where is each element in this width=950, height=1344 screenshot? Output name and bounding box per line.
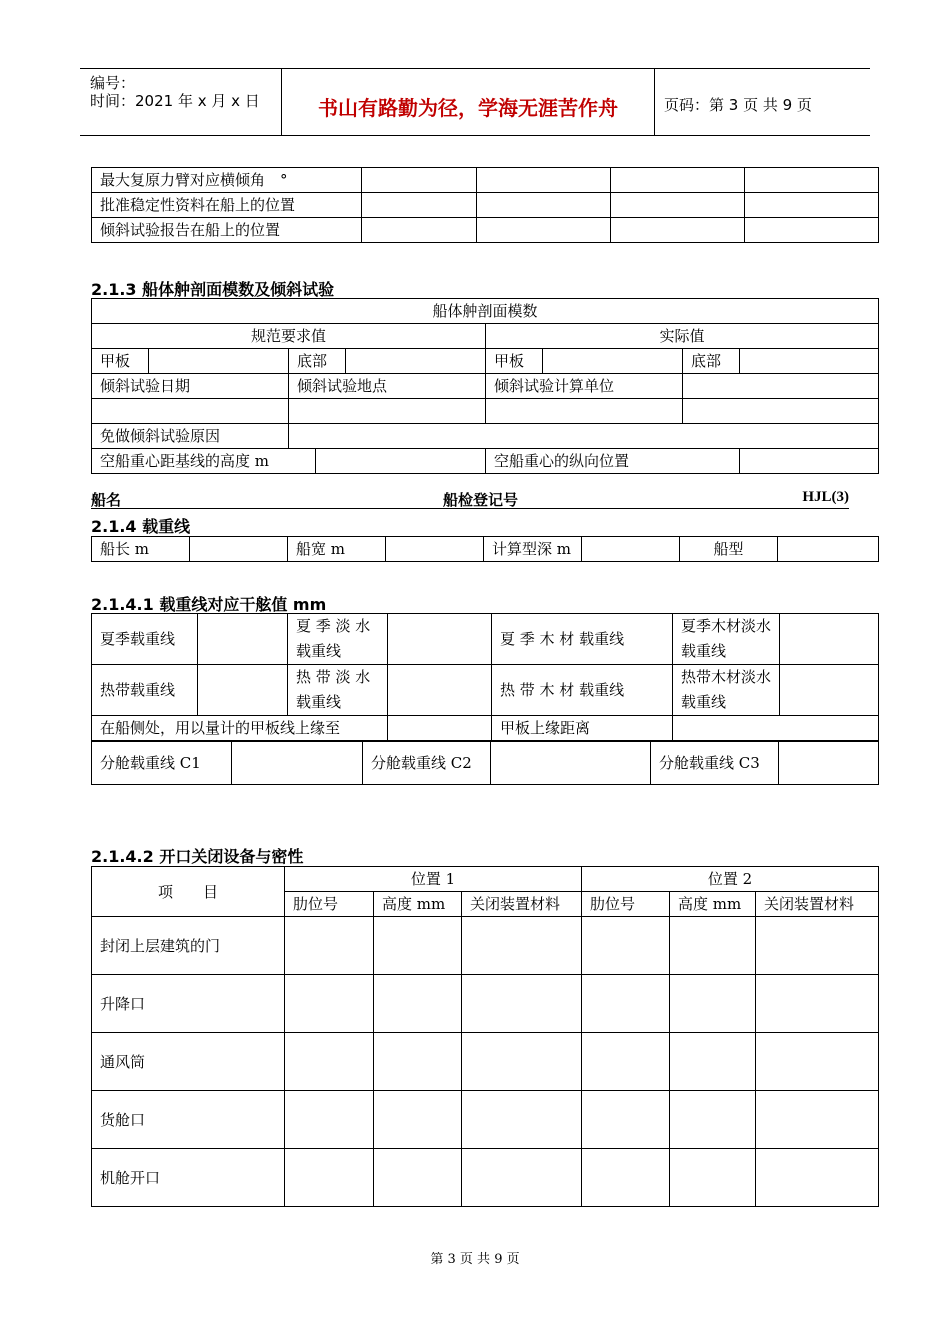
height-header: 高度 mm bbox=[374, 892, 462, 917]
incline-date-label: 倾斜试验日期 bbox=[92, 374, 289, 399]
header-number-label: 编号： bbox=[90, 74, 136, 92]
ship-info-line bbox=[91, 489, 849, 509]
tropical-timber-label: 热 带 木 材 载重线 bbox=[492, 665, 673, 716]
table-row bbox=[92, 168, 879, 193]
row-label: 最大复原力臂对应横倾角 ° bbox=[92, 168, 362, 193]
closing-material-header: 关闭装置材料 bbox=[462, 892, 582, 917]
table-row bbox=[92, 1149, 879, 1207]
table-row bbox=[92, 1091, 879, 1149]
ship-code-label: HJL(3) bbox=[802, 489, 849, 505]
c3-label: 分舱载重线 C3 bbox=[651, 742, 779, 785]
required-value-header: 规范要求值 bbox=[92, 324, 486, 349]
header-date-label: 时间：2021 年 x 月 x 日 bbox=[90, 92, 260, 110]
ship-type-label: 船型 bbox=[680, 537, 778, 562]
side-measure-label: 在船侧处，用以量计的甲板线上缘至 bbox=[92, 716, 388, 741]
table-row bbox=[92, 917, 879, 975]
breadth-label: 船宽 m bbox=[288, 537, 386, 562]
row-label: 倾斜试验报告在船上的位置 bbox=[92, 218, 362, 243]
incline-unit-label: 倾斜试验计算单位 bbox=[486, 374, 683, 399]
loadline-dimensions-table bbox=[91, 536, 879, 562]
table-row bbox=[92, 193, 879, 218]
section-title-2-1-4-1: 2.1.4.1 载重线对应干舷值 mm bbox=[91, 595, 327, 614]
section-title-2-1-3: 2.1.3 船体舯剖面模数及倾斜试验 bbox=[91, 280, 335, 299]
exempt-reason-label: 免做倾斜试验原因 bbox=[92, 424, 289, 449]
subdivision-loadline-table bbox=[91, 741, 879, 785]
c2-label: 分舱载重线 C2 bbox=[363, 742, 491, 785]
length-label: 船长 m bbox=[92, 537, 190, 562]
section-title-2-1-4: 2.1.4 载重线 bbox=[91, 517, 191, 536]
frame-header: 肋位号 bbox=[582, 892, 670, 917]
row-label: 机舱开口 bbox=[92, 1149, 285, 1207]
deck-label: 甲板 bbox=[486, 349, 543, 374]
item-header: 项 目 bbox=[92, 867, 285, 917]
summer-fresh-label: 夏 季 淡 水 载重线 bbox=[288, 614, 388, 665]
ship-name-label: 船名 bbox=[91, 493, 122, 509]
bottom-label: 底部 bbox=[289, 349, 346, 374]
row-label: 通风筒 bbox=[92, 1033, 285, 1091]
height-header: 高度 mm bbox=[670, 892, 756, 917]
table-row bbox=[92, 218, 879, 243]
position-1-header: 位置 1 bbox=[285, 867, 582, 892]
deck-edge-label: 甲板上缘距离 bbox=[492, 716, 673, 741]
depth-label: 计算型深 m bbox=[484, 537, 582, 562]
deck-label: 甲板 bbox=[92, 349, 149, 374]
table-row bbox=[92, 1033, 879, 1091]
openings-closure-table bbox=[91, 866, 879, 1207]
stability-info-table bbox=[91, 167, 879, 243]
summer-timber-label: 夏 季 木 材 载重线 bbox=[492, 614, 673, 665]
row-label: 批准稳定性资料在船上的位置 bbox=[92, 193, 362, 218]
header-top-rule bbox=[80, 68, 870, 69]
row-label: 升降口 bbox=[92, 975, 285, 1033]
tropical-timber-fresh-label: 热带木材淡水载重线 bbox=[673, 665, 780, 716]
tropical-fresh-label: 热 带 淡 水 载重线 bbox=[288, 665, 388, 716]
summer-loadline-label: 夏季载重线 bbox=[92, 614, 198, 665]
cg-height-label: 空船重心距基线的高度 m bbox=[92, 449, 316, 474]
c1-label: 分舱载重线 C1 bbox=[92, 742, 232, 785]
row-label: 封闭上层建筑的门 bbox=[92, 917, 285, 975]
page-footer: 第 3 页 共 9 页 bbox=[430, 1252, 520, 1267]
header-bottom-rule bbox=[80, 135, 870, 136]
header-motto: 书山有路勤为径，学海无涯苦作舟 bbox=[318, 96, 618, 120]
section-title-2-1-4-2: 2.1.4.2 开口关闭设备与密性 bbox=[91, 847, 304, 866]
header-page-label: 页码：第 3 页 共 9 页 bbox=[664, 96, 812, 114]
table-row bbox=[92, 975, 879, 1033]
closing-material-header: 关闭装置材料 bbox=[756, 892, 879, 917]
ship-reg-label: 船检登记号 bbox=[443, 493, 519, 509]
header-divider-right bbox=[654, 69, 655, 136]
midship-table-title: 船体舯剖面模数 bbox=[92, 299, 879, 324]
row-label: 货舱口 bbox=[92, 1091, 285, 1149]
freeboard-table bbox=[91, 613, 879, 741]
position-2-header: 位置 2 bbox=[582, 867, 879, 892]
summer-timber-fresh-label: 夏季木材淡水载重线 bbox=[673, 614, 780, 665]
tropical-loadline-label: 热带载重线 bbox=[92, 665, 198, 716]
cg-long-label: 空船重心的纵向位置 bbox=[486, 449, 740, 474]
actual-value-header: 实际值 bbox=[486, 324, 879, 349]
midship-section-table bbox=[91, 298, 879, 474]
incline-place-label: 倾斜试验地点 bbox=[289, 374, 486, 399]
bottom-label: 底部 bbox=[683, 349, 740, 374]
frame-header: 肋位号 bbox=[285, 892, 374, 917]
